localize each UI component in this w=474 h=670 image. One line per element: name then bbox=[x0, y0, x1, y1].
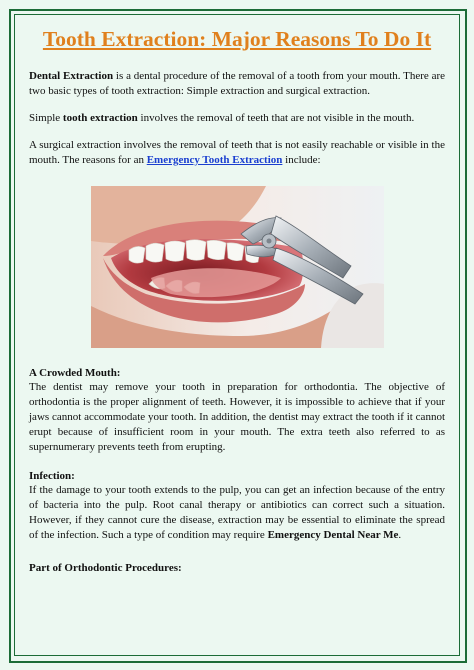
tooth-extraction-photo bbox=[91, 186, 384, 348]
section-heading-infection: Infection: bbox=[29, 470, 75, 482]
section-body-infection bbox=[29, 483, 445, 543]
infection-end: . bbox=[398, 529, 402, 541]
document-body bbox=[29, 26, 445, 575]
intro-text: is a dental procedure of the removal of a tooth from your mouth. There are two basic types of tooth extraction: Simple extraction and surgical extraction. bbox=[29, 70, 446, 97]
simple-prefix: Simple bbox=[29, 112, 63, 124]
emergency-dental-near-me-term: Emergency Dental Near Me bbox=[267, 529, 399, 541]
emergency-tooth-extraction-link[interactable]: Emergency Tooth Extraction bbox=[146, 154, 283, 166]
infection-text: If the damage to your tooth extends to the pulp, you can get an infection because of the entry of bacteria into the pulp. Root canal therapy or antibiotics can correct such a situation. However, if they cannot cure the disease, extraction may be essential to eliminate the spread of the infection. Such a type of condition may require bbox=[29, 484, 445, 541]
intro-paragraph bbox=[29, 69, 445, 99]
dental-extraction-term: Dental Extraction bbox=[29, 70, 114, 82]
simple-text: involves the removal of teeth that are not visible in the mouth. bbox=[137, 112, 415, 124]
section-heading-crowded-mouth: A Crowded Mouth: bbox=[29, 367, 121, 379]
surgical-suffix: include: bbox=[282, 154, 321, 166]
section-heading-orthodontic: Part of Orthodontic Procedures: bbox=[29, 562, 182, 574]
section-body-crowded-mouth: The dentist may remove your tooth in preparation for orthodontia. The objective of orthodontia is the proper alignment of teeth. However, it is impossible to achieve that if your jaws cannot accommodate your tooth. In addition, the dentist may extract the tooth if it cannot erupt because of insufficient room in your mouth. The extra teeth also referred to as supernumerary prevents teeth from erupting. bbox=[29, 381, 445, 453]
simple-extraction-paragraph bbox=[29, 111, 445, 126]
surgical-extraction-paragraph bbox=[29, 138, 445, 168]
document-title: Tooth Extraction: Major Reasons To Do It bbox=[42, 27, 432, 51]
surgical-text: A surgical extraction involves the removal of teeth that is not easily reachable or visible in the mouth. The reasons for an bbox=[29, 139, 445, 166]
tooth-extraction-illustration bbox=[91, 186, 384, 348]
tooth-extraction-term: tooth extraction bbox=[62, 112, 138, 124]
